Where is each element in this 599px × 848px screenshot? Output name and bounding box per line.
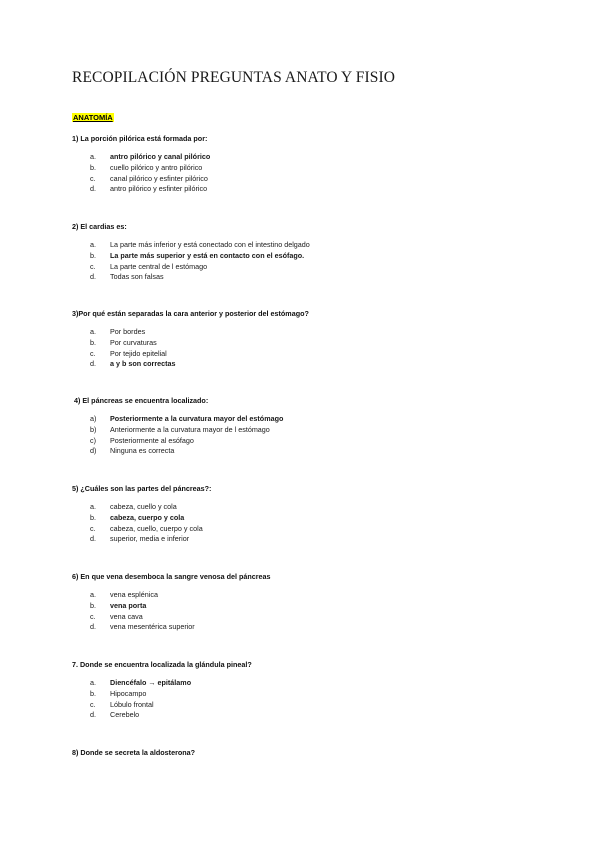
option-text: La parte más inferior y está conectado con el intestino delgado: [110, 240, 310, 249]
option-marker: c.: [90, 523, 96, 533]
option-marker: d.: [90, 184, 96, 194]
option-marker: d.: [90, 534, 96, 544]
option-marker: a.: [90, 502, 96, 511]
question-text: 6) En que vena desemboca la sangre venosa del páncreas: [72, 572, 271, 581]
question-text: 4) El páncreas se encuentra localizado:: [74, 396, 209, 405]
option-marker: a.: [90, 240, 96, 249]
option-text: cabeza, cuello, cuerpo y cola: [110, 523, 203, 533]
option-text: superior, media e inferior: [110, 534, 190, 544]
option-marker: b.: [90, 600, 96, 610]
option-text: Todas son falsas: [110, 272, 164, 282]
option-text: cabeza, cuerpo y cola: [110, 512, 185, 522]
option-marker: d): [90, 446, 97, 456]
option-text: La parte central de l estómago: [110, 261, 208, 271]
option-marker: b.: [90, 250, 96, 260]
option-marker: b.: [90, 162, 96, 172]
option-marker: c): [90, 435, 96, 445]
option-marker: a.: [90, 590, 96, 599]
section-heading: ANATOMÍA: [73, 113, 113, 122]
option-text: vena mesentérica superior: [110, 622, 195, 632]
option-marker: d.: [90, 622, 96, 632]
option-text: Por bordes: [110, 327, 146, 336]
question-text: 8) Donde se secreta la aldosterona?: [72, 748, 196, 757]
question-text: 5) ¿Cuáles son las partes del páncreas?:: [72, 484, 212, 493]
option-marker: a.: [90, 152, 96, 161]
question-text: 2) El cardias es:: [72, 222, 127, 231]
option-marker: b.: [90, 337, 96, 347]
option-marker: c.: [90, 699, 96, 709]
option-marker: b.: [90, 512, 96, 522]
question-text: 1) La porción pilórica está formada por:: [72, 134, 208, 143]
option-marker: d.: [90, 359, 96, 369]
document-title: RECOPILACIÓN PREGUNTAS ANATO Y FISIO: [72, 69, 396, 86]
option-text: cabeza, cuello y cola: [110, 502, 177, 511]
option-marker: d.: [90, 710, 96, 720]
question-text: 3)Por qué están separadas la cara anterior y posterior del estómago?: [72, 309, 309, 318]
option-text: Cerebelo: [110, 710, 140, 720]
option-text: antro pilórico y canal pilórico: [110, 152, 211, 161]
option-text: canal pilórico y esfinter pilórico: [110, 173, 208, 183]
option-text: La parte más superior y está en contacto con el esófago.: [110, 250, 305, 260]
option-text: cuello pilórico y antro pilórico: [110, 162, 203, 172]
option-marker: b): [90, 424, 97, 434]
option-text: Posteriormente a la curvatura mayor del estómago: [110, 414, 284, 423]
option-text: vena porta: [110, 600, 147, 610]
option-text: Hipocampo: [110, 688, 147, 698]
option-text: vena cava: [110, 611, 143, 621]
option-marker: d.: [90, 272, 96, 282]
option-marker: c.: [90, 348, 96, 358]
option-marker: a.: [90, 327, 96, 336]
option-marker: a): [90, 414, 97, 423]
option-text: Posteriormente al esófago: [110, 435, 194, 445]
option-marker: b.: [90, 688, 96, 698]
option-text: Diencéfalo → epitálamo: [110, 678, 192, 687]
option-text: a y b son correctas: [110, 359, 176, 369]
option-text: Por tejido epitelial: [110, 348, 167, 358]
option-marker: a.: [90, 678, 96, 687]
option-text: Anteriormente a la curvatura mayor de l estómago: [110, 424, 270, 434]
option-text: antro pilórico y esfinter pilórico: [110, 184, 208, 194]
option-text: Ninguna es correcta: [110, 446, 175, 456]
option-text: vena esplénica: [110, 590, 158, 599]
option-marker: c.: [90, 173, 96, 183]
option-text: Lóbulo frontal: [110, 699, 154, 709]
option-text: Por curvaturas: [110, 337, 157, 347]
option-marker: c.: [90, 261, 96, 271]
option-marker: c.: [90, 611, 96, 621]
question-text: 7. Donde se encuentra localizada la glándula pineal?: [72, 660, 252, 669]
